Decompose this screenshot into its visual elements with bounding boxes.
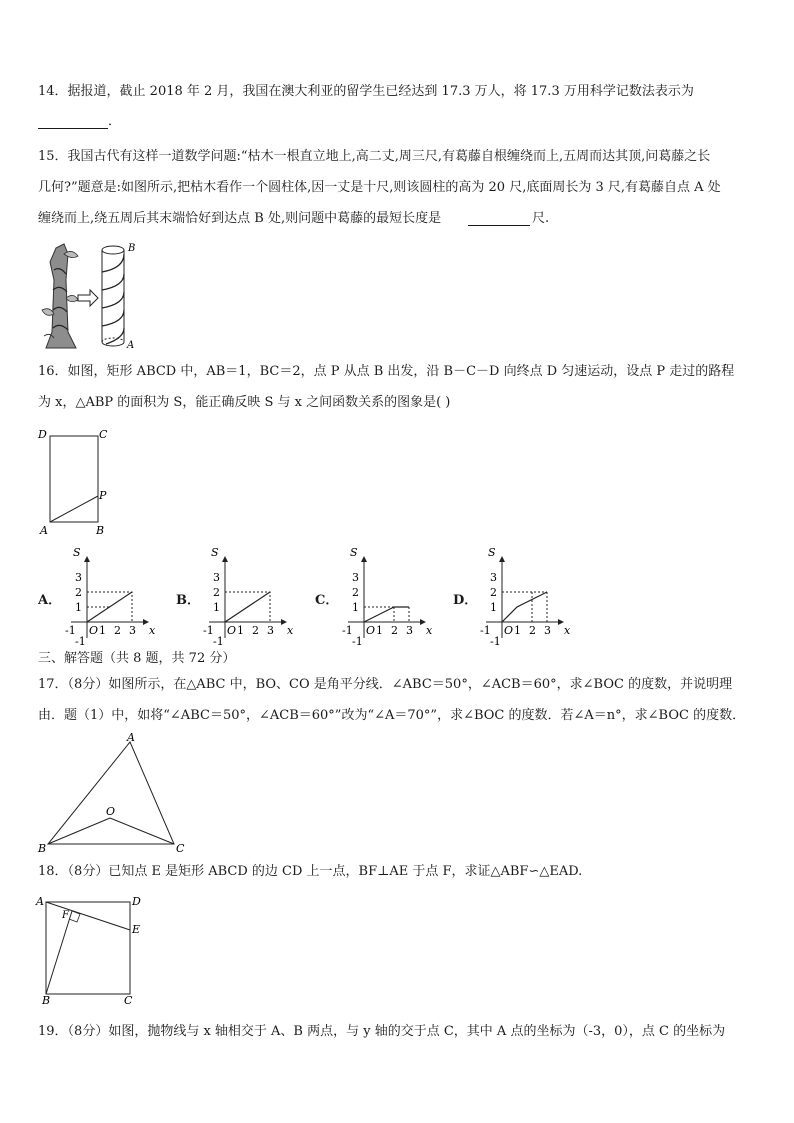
option-d-letter: D． <box>453 593 478 608</box>
tri-label-o: O <box>106 805 116 818</box>
q18-rectangle-figure <box>36 894 156 1006</box>
rect-label-b: B <box>96 524 105 537</box>
section-3-heading: 三、解答题（共 8 题，共 72 分） <box>38 651 236 666</box>
y-tick-label-3: 3 <box>75 571 82 584</box>
y-tick-label-neg1: -1 <box>75 635 86 648</box>
y-axis-arrow <box>222 556 228 562</box>
y-tick-label-2: 2 <box>352 586 359 599</box>
q14-line2-end: ． <box>108 114 122 129</box>
q16-rectangle-figure <box>36 424 116 536</box>
graph-line <box>364 607 409 622</box>
option-b-graph <box>198 546 298 646</box>
q15-figure <box>38 240 148 352</box>
r18-label-c: C <box>124 994 133 1007</box>
y-tick-label-1: 1 <box>490 601 497 614</box>
origin-label-o: O <box>504 624 514 637</box>
q17-triangle-figure <box>36 732 196 854</box>
y-axis-label-s: S <box>488 546 496 559</box>
x-tick-label-1: 1 <box>514 624 521 637</box>
tri-label-a: A <box>127 731 135 744</box>
tri-label-b: B <box>38 842 47 855</box>
graph-line <box>502 592 547 622</box>
q14-answer-blank <box>38 128 108 129</box>
rect-label-d: D <box>38 428 47 441</box>
y-tick-label-3: 3 <box>352 571 359 584</box>
y-tick-label-2: 2 <box>213 586 220 599</box>
y-axis-label-s: S <box>350 546 358 559</box>
q14-line1: 14．据报道，截止 2018 年 2 月，我国在澳大利亚的留学生已经达到 17.3 万人，将 17.3 万用科学记数法表示为 <box>38 84 694 99</box>
x-axis-label-x: x <box>287 624 294 637</box>
rect-label-p: P <box>99 489 107 502</box>
x-tick-label-3: 3 <box>129 624 136 637</box>
q19-line1: 19．（8分）如图，抛物线与 x 轴相交于 A、B 两点，与 y 轴的交于点 C，其中 A 点的坐标为（-3，0），点 C 的坐标为 <box>38 1024 726 1039</box>
x-axis-label-x: x <box>426 624 433 637</box>
q18-line1: 18．（8分）已知点 E 是矩形 ABCD 的边 CD 上一点，BF⊥AE 于点 F，求证△ABF∽△EAD. <box>38 864 583 879</box>
q17-line2: 由．题（1）中，如将“∠ABC＝50°，∠ACB＝60°”改为“∠A＝70°”，求∠BOC 的度数．若∠A＝n°，求∠BOC 的度数． <box>38 708 746 723</box>
option-d-graph <box>475 546 575 646</box>
q15-line1: 15．我国古代有这样一道数学问题:“枯木一根直立地上,高二丈,周三尺,有葛藤自根缠绕而上,五周而达其顶,问葛藤之长 <box>38 149 711 164</box>
tri-label-c: C <box>176 842 185 855</box>
x-tick-label-1: 1 <box>237 624 244 637</box>
x-tick-label-2: 2 <box>114 624 121 637</box>
cylinder <box>102 243 135 351</box>
x-tick-label-neg1: -1 <box>480 624 491 637</box>
x-tick-label-1: 1 <box>99 624 106 637</box>
x-tick-label-neg1: -1 <box>203 624 214 637</box>
option-a-graph <box>60 546 160 646</box>
y-axis-label-s: S <box>211 546 219 559</box>
y-tick-label-2: 2 <box>75 586 82 599</box>
x-axis-label-x: x <box>149 624 156 637</box>
y-axis-label-s: S <box>73 546 81 559</box>
y-axis-arrow <box>84 556 90 562</box>
origin-label-o: O <box>89 624 99 637</box>
y-tick-label-2: 2 <box>490 586 497 599</box>
q15-line3b: 尺. <box>532 211 550 226</box>
x-tick-label-2: 2 <box>391 624 398 637</box>
x-tick-label-1: 1 <box>376 624 383 637</box>
x-tick-label-3: 3 <box>267 624 274 637</box>
origin-label-o: O <box>366 624 376 637</box>
option-c-letter: C． <box>315 593 339 608</box>
r18-label-a: A <box>36 895 44 908</box>
r18-label-d: D <box>132 895 141 908</box>
y-tick-label-neg1: -1 <box>490 635 501 648</box>
q15-answer-blank <box>468 225 530 226</box>
rect-label-c: C <box>99 428 108 441</box>
q16-line1: 16．如图，矩形 ABCD 中，AB＝1，BC＝2，点 P 从点 B 出发，沿 B－C－D 向终点 D 匀速运动，设点 P 走过的路程 <box>38 364 735 379</box>
x-axis-label-x: x <box>564 624 571 637</box>
cylinder-label-a: A <box>127 340 135 351</box>
y-tick-label-neg1: -1 <box>352 635 363 648</box>
x-tick-label-2: 2 <box>252 624 259 637</box>
y-tick-label-1: 1 <box>213 601 220 614</box>
y-tick-label-1: 1 <box>75 601 82 614</box>
r18-label-b: B <box>42 994 51 1007</box>
r18-label-f: F <box>62 910 69 921</box>
y-tick-label-neg1: -1 <box>213 635 224 648</box>
graph-line <box>87 592 132 622</box>
x-tick-label-neg1: -1 <box>65 624 76 637</box>
y-axis-arrow <box>361 556 367 562</box>
y-tick-label-3: 3 <box>213 571 220 584</box>
rect-label-a: A <box>40 524 48 537</box>
q15-line3a: 缠绕而上,绕五周后其末端恰好到达点 B 处,则问题中葛藤的最短长度是 <box>38 211 442 226</box>
y-axis-arrow <box>499 556 505 562</box>
y-tick-label-3: 3 <box>490 571 497 584</box>
option-c-graph <box>337 546 437 646</box>
x-tick-label-3: 3 <box>406 624 413 637</box>
option-a-letter: A． <box>38 593 62 608</box>
graph-line <box>225 592 270 622</box>
q16-line2: 为 x，△ABP 的面积为 S，能正确反映 S 与 x 之间函数关系的图象是( ) <box>38 395 451 410</box>
arrow-icon <box>78 290 98 306</box>
q15-line2: 几何?”题意是:如图所示,把枯木看作一个圆柱体,因一丈是十尺,则该圆柱的高为 20 尺,底面周长为 3 尺,有葛藤自点 A 处 <box>38 180 721 195</box>
option-b-letter: B． <box>176 593 200 608</box>
r18-label-e: E <box>132 923 141 936</box>
x-tick-label-neg1: -1 <box>342 624 353 637</box>
x-tick-label-3: 3 <box>544 624 551 637</box>
tree-illustration <box>42 244 78 348</box>
q17-line1: 17．（8分）如图所示，在△ABC 中，BO、CO 是角平分线．∠ABC＝50°，∠ACB＝60°，求∠BOC 的度数，并说明理 <box>38 677 733 692</box>
origin-label-o: O <box>227 624 237 637</box>
cylinder-label-b: B <box>128 243 136 254</box>
y-tick-label-1: 1 <box>352 601 359 614</box>
x-tick-label-2: 2 <box>529 624 536 637</box>
